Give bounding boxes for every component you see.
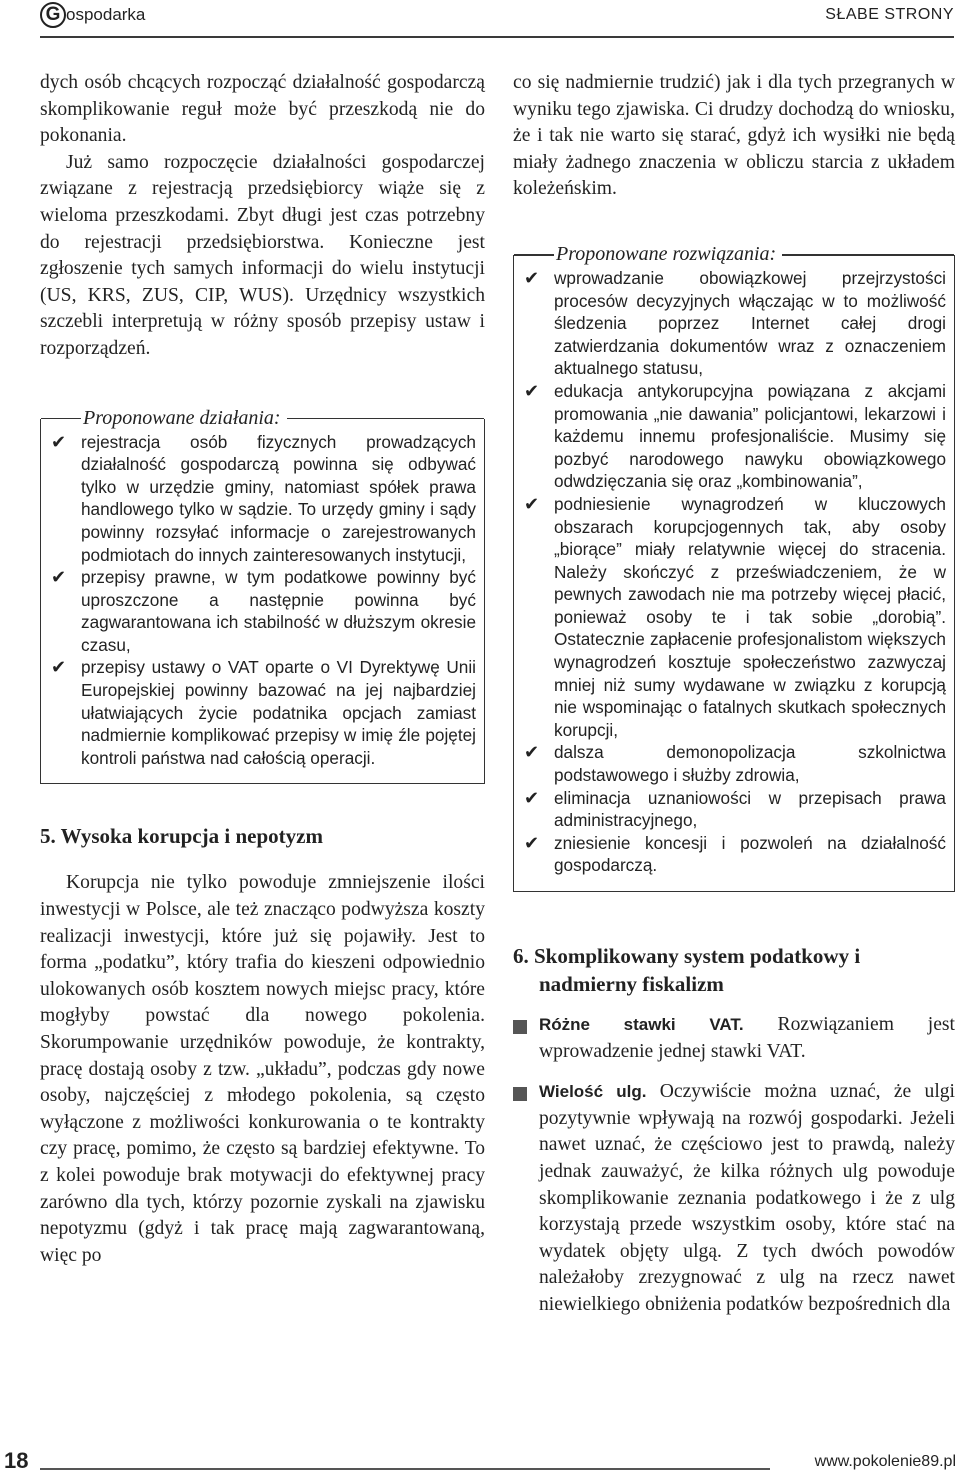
solutions-list: [524, 267, 946, 877]
section-heading: 5. Wysoka korupcja i nepotyzm: [40, 824, 323, 849]
left-column: [40, 70, 485, 1269]
checkmark-icon: ✔: [51, 431, 67, 452]
page-header: [0, 0, 960, 40]
list-item: ✔ edukacja antykorupcyjna powiązana z akcjami promowania „nie dawania” policjantowi, lekarzowi i każdemu innemu profesjonaliście. Musimy się pozbyć narodowego nawyku obowiązkowego odwdzięczania się oraz „kombinowania”,: [524, 380, 946, 492]
box-border: [287, 418, 484, 420]
checkmark-icon: ✔: [524, 742, 540, 763]
square-bullet-icon: [513, 1020, 527, 1034]
bullet-lead: Wielość ulg.: [539, 1082, 647, 1102]
box-title: Proponowane działania:: [83, 407, 281, 430]
bullet-text: Rozwiązaniem jest wprowadzenie jednej stawki VAT.: [539, 1014, 956, 1062]
square-bullet-icon: [513, 1087, 527, 1101]
box-border: [782, 254, 954, 256]
checkmark-icon: ✔: [524, 380, 540, 401]
checkmark-icon: ✔: [524, 787, 540, 808]
list-item: ✔ wprowadzanie obowiązkowej przejrzystości procesów decyzyjnych włączając w to możliwość śledzenia poprzez Internet całej drogi zatwierdzania dokumentów wraz z oznaczeniem aktualnego statusu,: [524, 267, 946, 379]
box-border: [514, 254, 554, 256]
paragraph: Korupcja nie tylko powoduje zmniejszenie ilości inwestycji w Polsce, ale też znacząco podwyższa koszty realizacji inwestycji, które już się pojawiły. Jest to forma „podatku”, który trafia do kieszeni odpowiednio ulokowanych osób kosztem nowych miejsc pracy, które mogłyby powstać dla nowego pokolenia. Skorumpowanie urzędników powoduje, że kontrakty, pracę dostają osoby z tzw. „układu”, podczas gdy nowe osoby, najczęściej z młodego pokolenia, są często wyłączone z możliwości konkurowania o te kontrakty czy pracę, pomimo, że często są bardziej efektywne. To z kolei powoduje brak motywacji do efektywnej pracy zarówno dla tych, którzy pozornie zyskali na zjawisku nepotyzmu (gdyż i tak pracę mają zagwarantowaną, więc po: [40, 872, 485, 1266]
checkmark-icon: ✔: [524, 493, 540, 514]
list-item: ✔ przepisy prawne, w tym podatkowe powinny być uproszczone a następnie powinna być zagwarantowana ich stabilność w dłuższym okresie czasu,: [51, 567, 476, 655]
list-item: ✔ zniesienie koncesji i pozwoleń na działalność gospodarczą.: [524, 832, 946, 876]
checkmark-icon: ✔: [51, 657, 67, 678]
list-item: ✔ eliminacja uznaniowości w przepisach prawa administracyjnego,: [524, 787, 946, 831]
footer-divider: [40, 1468, 770, 1470]
section-heading: 6. Skomplikowany system podatkowy i nadmierny fiskalizm: [513, 944, 861, 996]
bullet-text: Oczywiście można uznać, że ulgi pozytywnie wpływają na rozwój gospodarki. Jeżeli nawet uznać, że częściowo jest to prawdą, należy jednak zauważyć, że kilka różnych ulg powoduje skomplikowanie zeznania podatkowego i że z ulg korzystają przede wszystkim osoby, które stać na wydatek objęty ulgą. Z tych dwóch powodów należałoby zrezygnować z ulg na rzecz nawet niewielkiego obniżenia podatków bezpośrednich dla: [539, 1081, 956, 1315]
checkmark-icon: ✔: [524, 832, 540, 853]
list-item: ✔ przepisy ustawy o VAT oparte o VI Dyrektywę Unii Europejskiej powinny bazować na jej najbardziej ułatwiających życie podatnika opcjach zamiast nadmiernie komplikować przepisy w imię źle pojętej kontroli państwa nad całością operacji.: [51, 657, 476, 768]
paragraph: Już samo rozpoczęcie działalności gospodarczej związane z rejestracją przedsiębiorcy wiąże się z wieloma przeszkodami. Zbyt długi jest czas potrzebny do rejestracji przedsiębiorstwa. Konieczne jest zgłoszenie tych samych informacji do wielu instytucji (US, KRS, ZUS, CIP, WUS). Urzędnicy wszystkich szczebli interpretują w różny sposób przepisy ustaw i rozporządzeń.: [40, 151, 485, 359]
proposed-solutions-box: [513, 243, 955, 892]
website-url: www.pokolenie89.pl: [814, 1453, 956, 1470]
section-title: SŁABE STRONY: [825, 6, 954, 23]
actions-list: [51, 431, 476, 770]
bullet-paragraph: [513, 1012, 955, 1065]
list-item: ✔ dalsza demonopolizacja szkolnictwa podstawowego i służby zdrowia,: [524, 742, 946, 786]
right-column: [513, 70, 955, 1319]
bullet-paragraph: [513, 1079, 955, 1318]
paragraph: co się nadmiernie trudzić) jak i dla tych przegranych w wyniku tego zjawiska. Ci drudzy dochodzą do wniosku, że i tak nie warto się starać, gdyż ich wysiłki nie będą miały żadnego znaczenia w obliczu starcia z układem koleżeńskim.: [513, 72, 955, 200]
box-title: Proponowane rozwiązania:: [556, 243, 777, 266]
list-item: ✔ podniesienie wynagrodzeń w kluczowych obszarach korupcjogennych tak, aby osoby „biorące” miały relatywnie więcej do stracenia. Należy skończyć z przeświadczeniem, że w pewnych zawodach nie ma potrzeby więcej płacić, ponieważ osoby te i tak sobie „dorobią”. Ostatecznie zapłacenie profesjonalistom większych wynagrodzeń kosztuje społeczeństwo zazwyczaj mniej niż sumy wydawane w związku z korupcją nie wspominając o fatalnych skutkach społecznych korupcji,: [524, 493, 946, 740]
list-item: ✔ rejestracja osób fizycznych prowadzących działalność gospodarczą powinna się odbywać tylko w urzędzie gminy, natomiast spółek prawa handlowego tylko w sądzie. To urzędy gminy i sądy powinny rozsyłać informacje o zarejestrowanych podmiotach do innych zainteresowanych instytucji,: [51, 431, 476, 565]
proposed-actions-box: [40, 407, 485, 785]
logo-letter: G: [40, 2, 66, 28]
box-border: [41, 418, 81, 420]
checkmark-icon: ✔: [524, 267, 540, 288]
page-number: 18: [4, 1448, 29, 1473]
checkmark-icon: ✔: [51, 567, 67, 588]
bullet-lead: Różne stawki VAT.: [539, 1015, 744, 1034]
paragraph: dych osób chcących rozpocząć działalność gospodarczą skomplikowanie reguł może być przeszkodą nie do pokonania.: [40, 72, 485, 147]
logo-text: ospodarka: [66, 5, 146, 24]
magazine-logo: [40, 2, 145, 28]
header-divider: [40, 36, 954, 38]
